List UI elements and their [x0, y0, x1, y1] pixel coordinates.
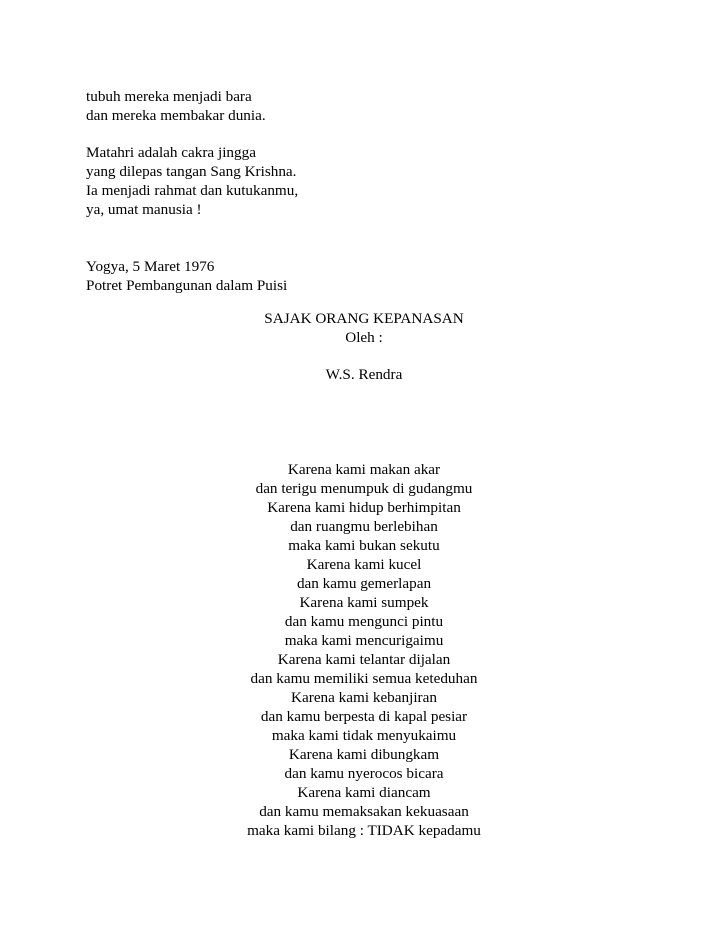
poem-line: tubuh mereka menjadi bara: [86, 88, 252, 105]
poem-line: dan kamu memaksakan kekuasaan: [259, 803, 469, 820]
poem-line: Karena kami sumpek: [299, 594, 429, 611]
poem-line: maka kami bukan sekutu: [288, 537, 440, 554]
poem-line: Karena kami makan akar: [287, 461, 441, 478]
poem-line: dan kamu gemerlapan: [296, 575, 432, 592]
poem-line: Ia menjadi rahmat dan kutukanmu,: [86, 182, 299, 199]
poem-line: Karena kami kebanjiran: [291, 689, 437, 706]
poem-line: yang dilepas tangan Sang Krishna.: [86, 163, 297, 180]
poem-line: Matahri adalah cakra jingga: [86, 144, 256, 161]
poem-line: dan ruangmu berlebihan: [290, 518, 438, 535]
collection-title: Potret Pembangunan dalam Puisi: [86, 277, 288, 294]
poem-line: dan terigu menumpuk di gudangmu: [255, 480, 473, 497]
poem-line: Karena kami dibungkam: [288, 746, 440, 763]
poem-line: maka kami mencurigaimu: [284, 632, 444, 649]
poem-line: Karena kami hidup berhimpitan: [267, 499, 461, 516]
poem-line: dan kamu mengunci pintu: [284, 613, 444, 630]
poem-line: dan kamu memiliki semua keteduhan: [250, 670, 478, 687]
poem-line: ya, umat manusia !: [86, 201, 202, 218]
poem-line: Karena kami telantar dijalan: [277, 651, 451, 668]
poem-line: Karena kami kucel: [306, 556, 422, 573]
poem-line: maka kami tidak menyukaimu: [271, 727, 457, 744]
place-date: Yogya, 5 Maret 1976: [86, 258, 215, 275]
poem-line: dan mereka membakar dunia.: [86, 107, 266, 124]
poem-title: SAJAK ORANG KEPANASAN: [264, 310, 464, 327]
poem-line: maka kami bilang : TIDAK kepadamu: [247, 822, 481, 839]
poem-line: Karena kami diancam: [297, 784, 431, 801]
poem-author: W.S. Rendra: [325, 366, 403, 383]
poem-line: dan kamu nyerocos bicara: [284, 765, 444, 782]
poem-line: dan kamu berpesta di kapal pesiar: [260, 708, 468, 725]
by-label: Oleh :: [345, 329, 383, 346]
